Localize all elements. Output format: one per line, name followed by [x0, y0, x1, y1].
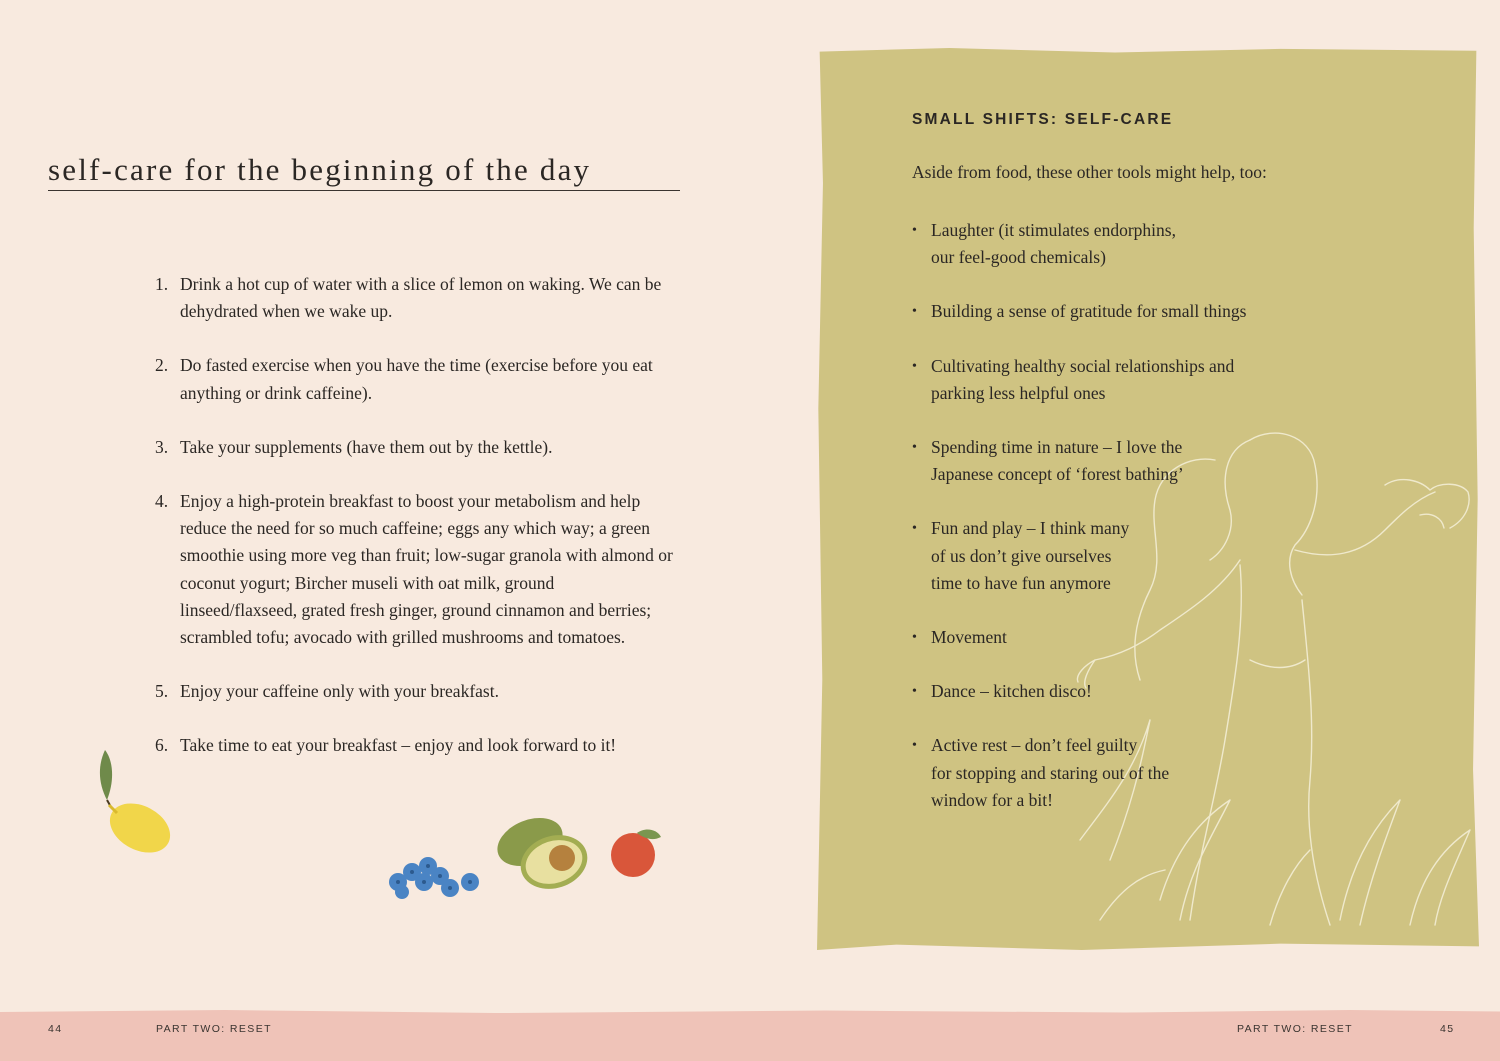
step-text: Do fasted exercise when you have the time (exercise before you eat anything or drink caffeine). — [180, 355, 653, 403]
step-number: 1. — [155, 274, 169, 294]
step-number: 4. — [155, 491, 169, 512]
shift-text: Laughter (it stimulates endorphins, our feel-good chemicals) — [931, 220, 1176, 268]
shift-text: Building a sense of gratitude for small things — [931, 301, 1247, 322]
step-text: Take time to eat your breakfast – enjoy and look forward to it! — [180, 735, 617, 756]
step-item — [155, 678, 675, 705]
step-number: 3. — [155, 436, 169, 457]
step-text: Enjoy a high-protein breakfast to boost your metabolism and help reduce the need for so much caffeine; eggs any which way; a green smoothie using more veg than fruit; low-sugar granola with almond or coconut yogurt; Bircher museli with oat milk, ground linseed/flaxseed, grated fresh ginger, ground cinnamon and berries; scrambled tofu; avocado with grilled mushrooms and tomatoes. — [180, 491, 673, 648]
bullet-icon: • — [912, 521, 917, 537]
shift-item — [912, 732, 1332, 814]
small-shifts-list — [912, 217, 1332, 841]
shift-item — [912, 515, 1332, 597]
shift-text: Active rest – don’t feel guilty for stopping and staring out of the window for a bit! — [931, 735, 1170, 810]
shift-item — [912, 624, 1332, 651]
step-item — [155, 352, 675, 406]
bullet-icon: • — [912, 304, 917, 320]
step-item — [155, 271, 675, 325]
step-number: 5. — [155, 681, 169, 702]
right-page-number: 45 — [1440, 1023, 1455, 1035]
panel-intro: Aside from food, these other tools might help, too: — [912, 162, 1267, 182]
shift-text: Movement — [931, 627, 1007, 648]
shift-item — [912, 298, 1332, 325]
shift-text: Dance – kitchen disco! — [931, 681, 1092, 702]
bullet-icon: • — [912, 684, 917, 700]
blueberries-illustration — [380, 848, 490, 903]
step-text: Enjoy your caffeine only with your breakfast. — [180, 681, 499, 702]
step-text: Drink a hot cup of water with a slice of lemon on waking. We can be dehydrated when we wake up. — [180, 274, 662, 322]
step-item — [155, 732, 675, 759]
page-heading: self-care for the beginning of the day — [48, 152, 680, 191]
step-number: 6. — [155, 735, 169, 756]
shift-item — [912, 678, 1332, 705]
bullet-icon: • — [912, 738, 917, 754]
panel-title: SMALL SHIFTS: SELF-CARE — [912, 111, 1174, 128]
lemon-illustration — [85, 745, 180, 860]
bullet-icon: • — [912, 358, 917, 374]
shift-item — [912, 353, 1332, 407]
avocado-illustration — [492, 812, 597, 897]
step-item — [155, 434, 675, 461]
left-section-label: PART TWO: RESET — [156, 1023, 272, 1035]
step-text: Take your supplements (have them out by the kettle). — [180, 436, 553, 457]
left-page-number: 44 — [48, 1023, 63, 1035]
shift-item — [912, 434, 1332, 488]
step-item — [155, 488, 675, 651]
shift-text: Cultivating healthy social relationships and parking less helpful ones — [931, 355, 1235, 403]
right-section-label: PART TWO: RESET — [1237, 1023, 1353, 1035]
bullet-icon: • — [912, 223, 917, 238]
step-number: 2. — [155, 355, 169, 376]
morning-steps-list — [155, 271, 675, 787]
bullet-icon: • — [912, 440, 917, 456]
tomato-illustration — [605, 825, 670, 880]
shift-text: Fun and play – I think many of us don’t give ourselves time to have fun anymore — [931, 518, 1130, 593]
bullet-icon: • — [912, 630, 917, 646]
shift-item — [912, 217, 1332, 271]
shift-text: Spending time in nature – I love the Japanese concept of ‘forest bathing’ — [931, 437, 1184, 485]
footer-band — [0, 1010, 1500, 1061]
